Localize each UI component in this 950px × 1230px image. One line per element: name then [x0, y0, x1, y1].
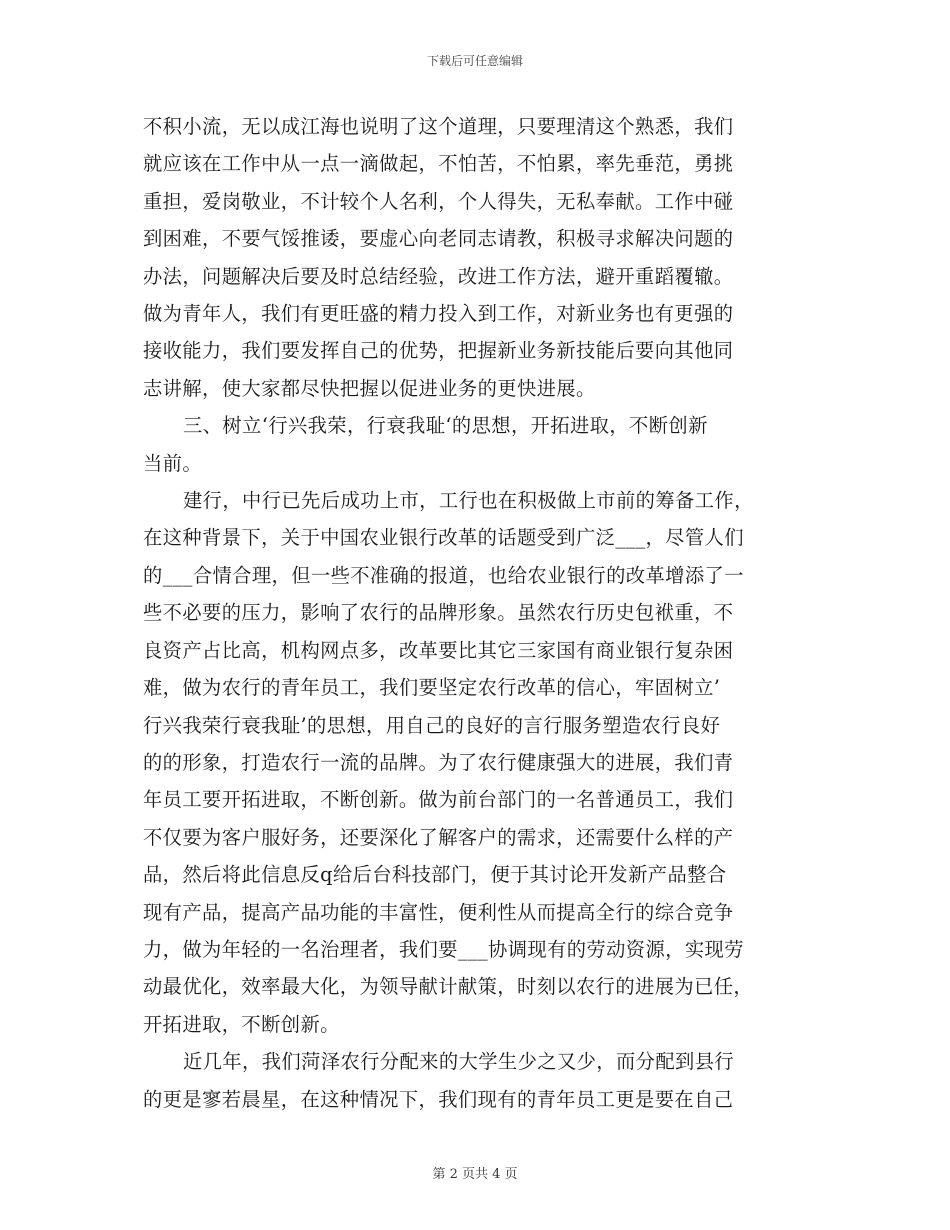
text-line: 动最优化，效率最大化，为领导献计献策，时刻以农行的进展为已任，	[143, 975, 754, 999]
text-line: 开拓进取，不断创新。	[143, 1012, 340, 1036]
text-line: 的的形象，打造农行一流的品牌。为了农行健康强大的进展，我们青	[143, 750, 734, 774]
text-line: 难，做为农行的青年员工，我们要坚定农行改革的信心，牢固树立’	[143, 676, 721, 700]
text-line: 到困难，不要气馁推诿，要虚心向老同志请教，积极寻求解决问题的	[143, 227, 734, 251]
text-line: 良资产占比高，机构网点多，改革要比其它三家国有商业银行复杂困	[143, 638, 734, 662]
text-line: 三、树立‘行兴我荣，行衰我耻‘的思想，开拓进取，不断创新	[183, 414, 708, 438]
text-line: 在这种背景下，关于中国农业银行改革的话题受到广泛___，尽管人们	[143, 526, 744, 550]
text-line: 年员工要开拓进取，不断创新。做为前台部门的一名普通员工，我们	[143, 788, 734, 812]
text-line: 办法，问题解决后要及时总结经验，改进工作方法，避开重蹈覆辙。	[143, 264, 734, 288]
text-line: 的更是寥若晨星，在这种情况下，我们现有的青年员工更是要在自己	[143, 1087, 734, 1111]
text-line: 的___合情合理，但一些不准确的报道，也给农业银行的改革增添了一	[143, 563, 744, 587]
text-line: 重担，爱岗敬业，不计较个人名利，个人得失，无私奉献。工作中碰	[143, 189, 734, 213]
document-body	[143, 108, 803, 1118]
text-line: 当前。	[143, 451, 203, 475]
text-line: 近几年，我们菏泽农行分配来的大学生少之又少，而分配到县行	[183, 1050, 735, 1074]
text-line: 志讲解，使大家都尽快把握以促进业务的更快进展。	[143, 376, 596, 400]
paragraph-2-heading	[143, 407, 803, 482]
text-line: 些不必要的压力，影响了农行的品牌形象。虽然农行历史包袱重，不	[143, 601, 734, 625]
text-line: 不积小流，无以成江海也说明了这个道理，只要理清这个熟悉，我们	[143, 115, 734, 138]
paragraph-3	[143, 482, 803, 1043]
text-line: 接收能力，我们要发挥自己的优势，把握新业务新技能后要向其他同	[143, 339, 734, 363]
text-line: 不仅要为客户服好务，还要深化了解客户的需求，还需要什么样的产	[143, 825, 734, 849]
paragraph-4	[143, 1043, 803, 1118]
text-line: 行兴我荣行衰我耻’的思想，用自己的良好的言行服务塑造农行良好	[143, 713, 721, 737]
text-line: 现有产品，提高产品功能的丰富性，便利性从而提高全行的综合竞争	[143, 900, 734, 924]
page-header: 下载后可任意编辑	[426, 54, 523, 68]
paragraph-1	[143, 108, 803, 407]
text-line: 就应该在工作中从一点一滴做起，不怕苦，不怕累，率先垂范，勇挑	[143, 152, 734, 176]
text-line: 力，做为年轻的一名治理者，我们要___协调现有的劳动资源，实现劳	[143, 937, 744, 961]
text-line: 品，然后将此信息反q给后台科技部门，便于其讨论开发新产品整合	[143, 863, 727, 887]
text-line: 做为青年人，我们有更旺盛的精力投入到工作，对新业务也有更强的	[143, 302, 734, 326]
text-line: 建行，中行已先后成功上市，工行也在积极做上市前的筹备工作，	[183, 489, 754, 513]
page-number: 第 2 页共 4 页	[432, 1167, 518, 1182]
